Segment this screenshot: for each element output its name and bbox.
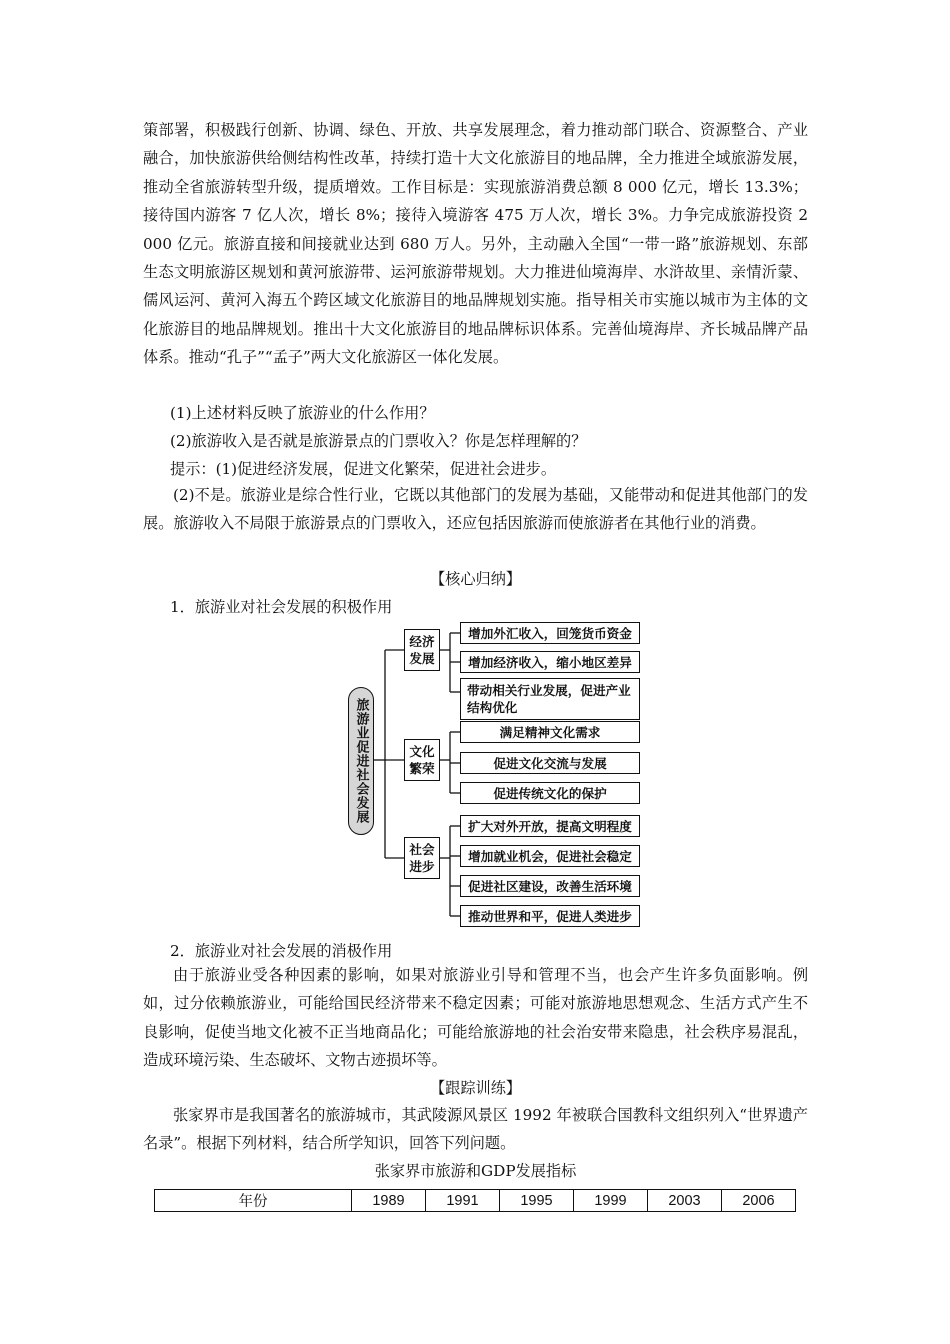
table-header-row [155,1190,796,1212]
training-paragraph: 张家界市是我国著名的旅游城市，其武陵源风景区 1992 年被联合国教科文组织列入“世界遗产名录”。根据下列材料，结合所学知识，回答下列问题。 [143,1106,808,1153]
section-training-heading: 【跟踪训练】 [429,1079,522,1097]
table-header-cell: 1995 [500,1190,574,1212]
hint-2: (2)不是。旅游业是综合性行业，它既以其他部门的发展为基础，又能带动和促进其他部门的发展。旅游收入不局限于旅游景点的门票收入，还应包括因旅游而使旅游者在其他行业的消费。 [143,486,808,533]
table-title: 张家界市旅游和GDP发展指标 [374,1162,577,1180]
section-core-heading: 【核心归纳】 [429,570,522,588]
item-2-title: 2．旅游业对社会发展的消极作用 [170,942,393,960]
economy-item-3: 带动相关行业发展，促进产业结构优化 [460,678,640,720]
society-item-2: 增加就业机会，促进社会稳定 [460,845,640,867]
intro-paragraph: 策部署，积极践行创新、协调、绿色、开放、共享发展理念，着力推动部门联合、资源整合、产业融合，加快旅游供给侧结构性改革，持续打造十大文化旅游目的地品牌，全力推进全域旅游发展，推动全省旅游转型升级，提质增效。工作目标是：实现旅游消费总额 8 000 亿元，增长 13.3%；接待国内游客 7 亿人次，增长 8%；接待入境游客 475 万人次，增长 3%。力争完成旅游投资 2 000 亿元。旅游直接和间接就业达到 680 万人。另外，主动融入全国“一带一路”旅游规划、东部生态文明旅游区规划和黄河旅游带、运河旅游带规划。大力推进仙境海岸、水浒故里、亲情沂蒙、儒风运河、黄河入海五个跨区域文化旅游目的地品牌规划实施。指导相关市实施以城市为主体的文化旅游目的地品牌规划。推出十大文化旅游目的地品牌标识体系。完善仙境海岸、齐长城品牌产品体系。推动“孔子”“孟子”两大文化旅游区一体化发展。 [143,121,808,367]
diagram-root-node: 旅游业促进社会发展 [348,687,374,835]
society-item-3: 促进社区建设，改善生活环境 [460,875,640,897]
culture-item-1: 满足精神文化需求 [460,721,640,743]
table-header-cell: 2003 [648,1190,722,1212]
category-society: 社会进步 [404,837,440,879]
item-1-title: 1．旅游业对社会发展的积极作用 [170,598,393,616]
question-2: (2)旅游收入是否就是旅游景点的门票收入？你是怎样理解的？ [170,432,587,450]
question-1: (1)上述材料反映了旅游业的什么作用？ [170,404,435,422]
table-header-cell: 1991 [426,1190,500,1212]
hint-1: 提示：(1)促进经济发展，促进文化繁荣，促进社会进步。 [170,460,557,478]
economy-item-1: 增加外汇收入，回笼货币资金 [460,622,640,644]
table-header-cell: 1999 [574,1190,648,1212]
society-item-4: 推动世界和平，促进人类进步 [460,905,640,927]
table-header-cell: 年份 [155,1190,352,1212]
table-header-cell: 2006 [722,1190,796,1212]
category-economy: 经济发展 [404,629,440,671]
culture-item-3: 促进传统文化的保护 [460,782,640,804]
table-header-cell: 1989 [352,1190,426,1212]
category-culture: 文化繁荣 [404,739,440,781]
gdp-table [154,1189,796,1212]
economy-item-2: 增加经济收入，缩小地区差异 [460,651,640,673]
negative-paragraph: 由于旅游业受各种因素的影响，如果对旅游业引导和管理不当，也会产生许多负面影响。例如，过分依赖旅游业，可能给国民经济带来不稳定因素；可能对旅游地思想观念、生活方式产生不良影响，促使当地文化被不正当地商品化；可能给旅游地的社会治安带来隐患，社会秩序易混乱，造成环境污染、生态破坏、文物古迹损坏等。 [143,966,808,1070]
culture-item-2: 促进文化交流与发展 [460,752,640,774]
society-item-1: 扩大对外开放，提高文明程度 [460,815,640,837]
